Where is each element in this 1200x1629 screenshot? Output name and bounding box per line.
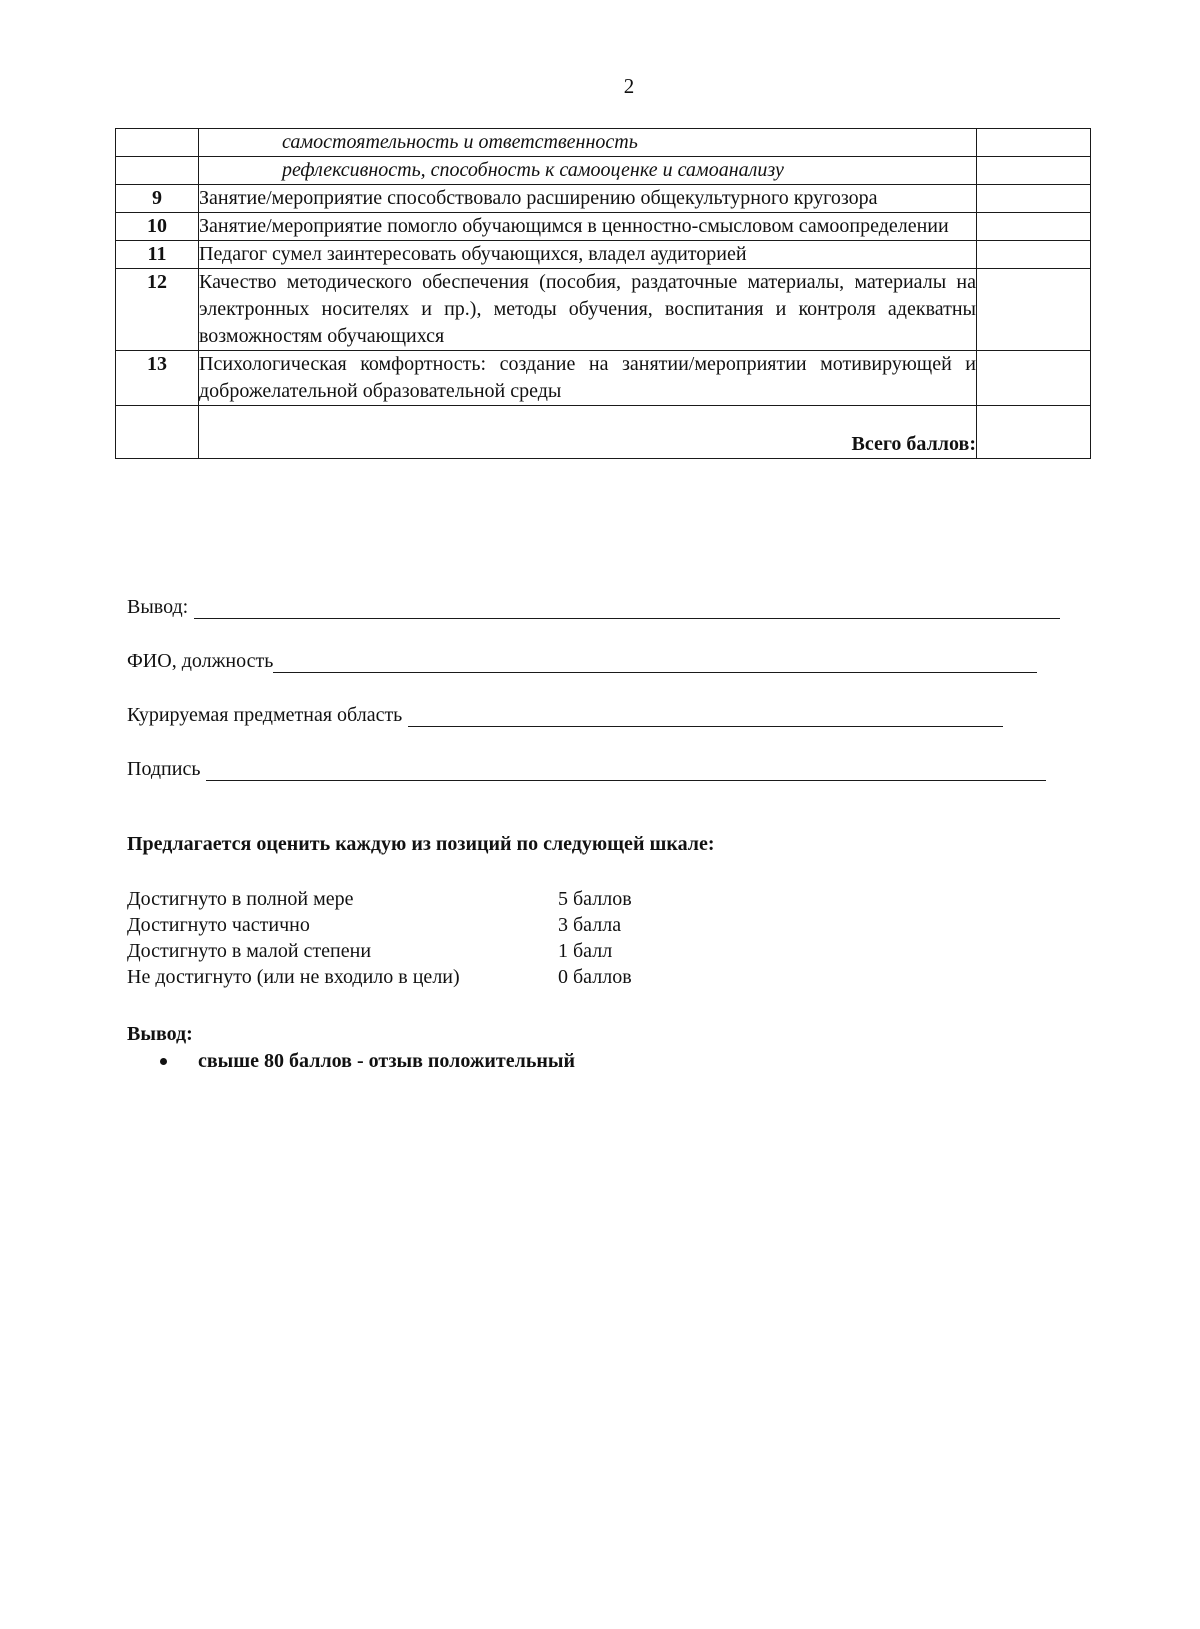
row-number-cell	[116, 157, 199, 185]
subcriterion-text: рефлексивность, способность к самооценке и самоанализу	[199, 157, 977, 185]
criterion-text: Занятие/мероприятие способствовало расширению общекультурного кругозора	[199, 185, 977, 213]
row-number-cell	[116, 129, 199, 157]
scale-value: 3 балла	[558, 914, 622, 936]
conclusion-line[interactable]	[194, 596, 1060, 619]
total-label: Всего баллов:	[199, 406, 977, 459]
table-row	[116, 213, 1091, 241]
subject-area-field	[127, 704, 1003, 727]
table-row	[116, 185, 1091, 213]
signature-label: Подпись	[127, 758, 201, 780]
row-number: 10	[116, 213, 199, 241]
table-subrow	[116, 157, 1091, 185]
scale-value: 1 балл	[558, 940, 613, 962]
total-score-cell[interactable]	[977, 406, 1091, 459]
name-position-field	[127, 650, 1037, 673]
scale-label: Достигнуто частично	[127, 914, 310, 936]
conclusion-heading: Вывод:	[127, 1023, 193, 1045]
scale-list	[127, 886, 632, 990]
scale-label: Достигнуто в малой степени	[127, 940, 372, 962]
scale-row	[127, 964, 632, 990]
criterion-text: Занятие/мероприятие помогло обучающимся в ценностно-смысловом самоопределении	[199, 213, 977, 241]
score-cell[interactable]	[977, 185, 1091, 213]
scale-value: 5 баллов	[558, 888, 632, 910]
conclusion-label: Вывод:	[127, 596, 189, 618]
score-cell[interactable]	[977, 157, 1091, 185]
row-number-cell	[116, 406, 199, 459]
scale-row	[127, 912, 632, 938]
bullet-icon	[160, 1058, 167, 1065]
table-row	[116, 351, 1091, 406]
subject-area-line[interactable]	[408, 704, 1003, 727]
score-cell[interactable]	[977, 241, 1091, 269]
scale-value: 0 баллов	[558, 966, 632, 988]
evaluation-table	[115, 128, 1091, 459]
scale-label: Не достигнуто (или не входило в цели)	[127, 966, 460, 988]
conclusion-field	[127, 596, 1060, 619]
total-row	[116, 406, 1091, 459]
criterion-text: Качество методического обеспечения (пособия, раздаточные материалы, материалы на электронных носителях и пр.), методы обучения, воспитания и контроля адекватны возможностям обучающихся	[199, 269, 977, 351]
table-row	[116, 241, 1091, 269]
scale-row	[127, 886, 632, 912]
table-row	[116, 269, 1091, 351]
table-subrow	[116, 129, 1091, 157]
score-cell[interactable]	[977, 213, 1091, 241]
scale-label: Достигнуто в полной мере	[127, 888, 354, 910]
subcriterion-text: самостоятельность и ответственность	[199, 129, 977, 157]
score-cell[interactable]	[977, 269, 1091, 351]
signature-field	[127, 758, 1046, 781]
conclusion-list-item	[160, 1050, 575, 1073]
name-position-label: ФИО, должность	[127, 650, 274, 672]
criterion-text: Педагог сумел заинтересовать обучающихся, владел аудиторией	[199, 241, 977, 269]
score-cell[interactable]	[977, 351, 1091, 406]
criterion-text: Психологическая комфортность: создание на занятии/мероприятии мотивирующей и доброжелательной образовательной среды	[199, 351, 977, 406]
signature-line[interactable]	[206, 758, 1046, 781]
row-number: 13	[116, 351, 199, 406]
score-cell[interactable]	[977, 129, 1091, 157]
row-number: 12	[116, 269, 199, 351]
conclusion-item-text: свыше 80 баллов - отзыв положительный	[198, 1050, 576, 1072]
scale-heading: Предлагается оценить каждую из позиций по следующей шкале:	[127, 833, 715, 855]
row-number: 9	[116, 185, 199, 213]
subject-area-label: Курируемая предметная область	[127, 704, 403, 726]
row-number: 11	[116, 241, 199, 269]
page-number: 2	[623, 74, 635, 98]
name-position-line[interactable]	[273, 650, 1037, 673]
scale-row	[127, 938, 632, 964]
